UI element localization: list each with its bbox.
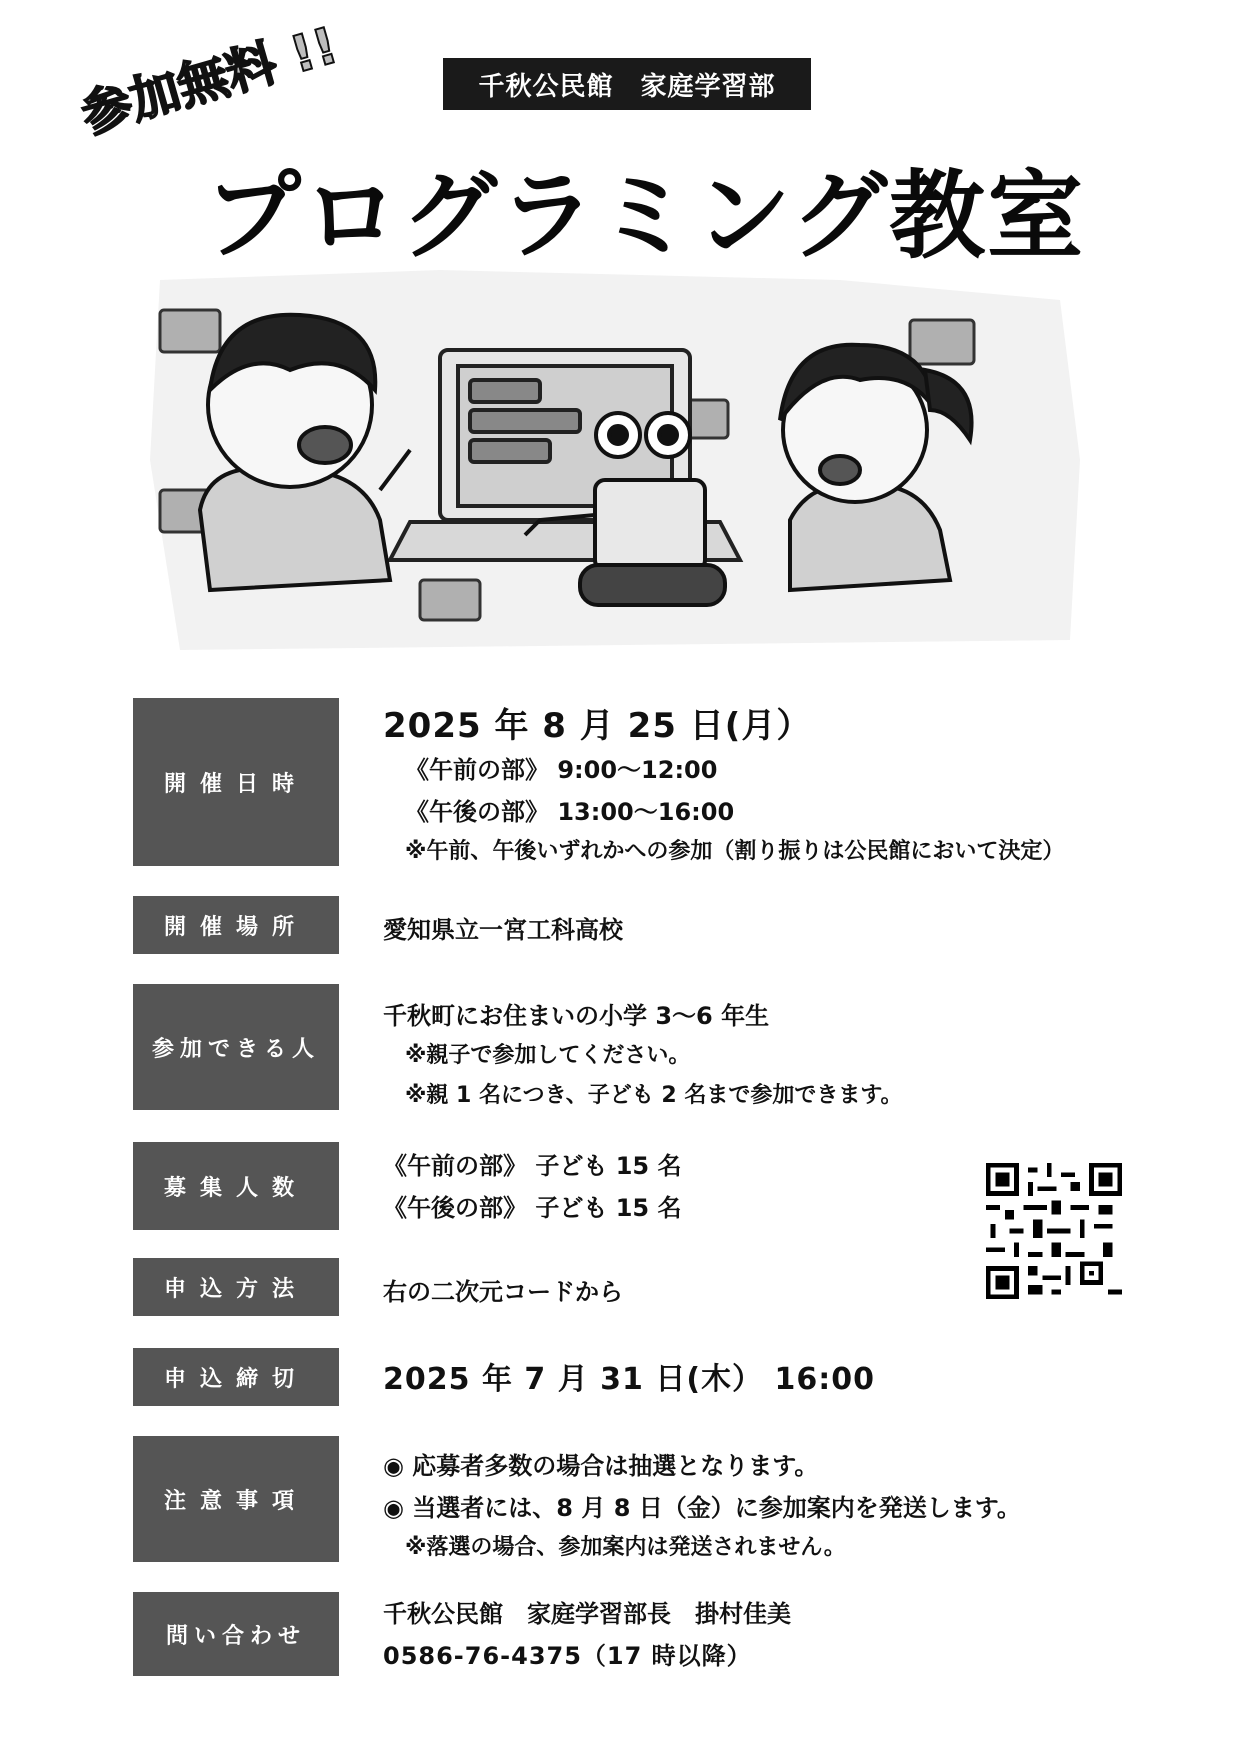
contact-label: 問い合わせ bbox=[133, 1592, 339, 1676]
morning-session: 《午前の部》 9:00～12:00 bbox=[405, 756, 718, 784]
eligibility-note-1: ※親子で参加してください。 bbox=[405, 1043, 691, 1068]
notes-label: 注意事項 bbox=[133, 1436, 339, 1562]
deadline-value: 2025 年 7 月 31 日(木） 16:00 bbox=[383, 1362, 875, 1397]
venue-label: 開催場所 bbox=[133, 896, 339, 954]
children-robot-illustration bbox=[140, 260, 1100, 670]
contact-name: 千秋公民館 家庭学習部長 掛村佳美 bbox=[383, 1600, 791, 1628]
session-note: ※午前、午後いずれかへの参加（割り振りは公民館において決定） bbox=[405, 839, 1065, 864]
contact-phone: 0586-76-4375（17 時以降） bbox=[383, 1642, 752, 1670]
method-value: 右の二次元コードから bbox=[383, 1278, 623, 1306]
notes-item-2: ◉ 当選者には、8 月 8 日（金）に参加案内を発送します。 bbox=[383, 1494, 1021, 1522]
capacity-afternoon: 《午後の部》 子ども 15 名 bbox=[383, 1194, 682, 1222]
capacity-label: 募集人数 bbox=[133, 1142, 339, 1230]
eligibility-value: 千秋町にお住まいの小学 3～6 年生 bbox=[383, 1002, 770, 1030]
organization-banner: 千秋公民館 家庭学習部 bbox=[443, 58, 811, 110]
capacity-morning: 《午前の部》 子ども 15 名 bbox=[383, 1152, 682, 1180]
eligibility-label: 参加できる人 bbox=[133, 984, 339, 1110]
venue-value: 愛知県立一宮工科高校 bbox=[383, 916, 623, 944]
page-title: プログラミング教室 bbox=[205, 160, 1086, 272]
event-date: 2025 年 8 月 25 日(月） bbox=[383, 706, 812, 746]
method-label: 申込方法 bbox=[133, 1258, 339, 1316]
notes-item-1: ◉ 応募者多数の場合は抽選となります。 bbox=[383, 1452, 819, 1480]
afternoon-session: 《午後の部》 13:00～16:00 bbox=[405, 798, 735, 826]
free-participation-badge: 参加無料 !! bbox=[75, 16, 344, 145]
deadline-label: 申込締切 bbox=[133, 1348, 339, 1406]
eligibility-note-2: ※親 1 名につき、子ども 2 名まで参加できます。 bbox=[405, 1083, 903, 1108]
application-qr-code[interactable] bbox=[986, 1163, 1122, 1299]
datetime-label: 開催日時 bbox=[133, 698, 339, 866]
notes-footnote: ※落選の場合、参加案内は発送されません。 bbox=[405, 1535, 846, 1560]
